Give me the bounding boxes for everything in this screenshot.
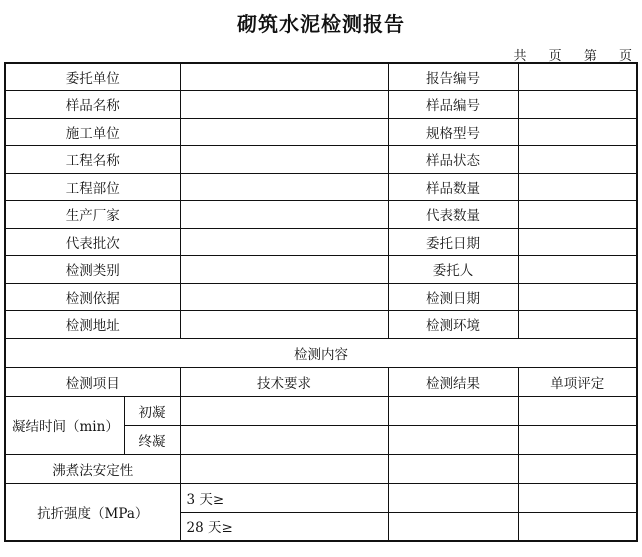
test-row-soundness	[5, 454, 637, 483]
info-row	[5, 256, 637, 284]
info-label: 样品数量	[388, 173, 518, 201]
info-value-cell[interactable]	[518, 146, 637, 174]
info-label: 检测日期	[388, 283, 518, 311]
info-value-cell[interactable]	[518, 201, 637, 229]
test-row-setting-initial	[5, 396, 637, 425]
info-value-cell[interactable]	[180, 311, 388, 339]
info-value-cell[interactable]	[518, 118, 637, 146]
info-value-cell[interactable]	[180, 256, 388, 284]
info-label: 样品编号	[388, 91, 518, 119]
info-value-cell[interactable]	[180, 118, 388, 146]
evaluation-cell[interactable]	[518, 425, 637, 454]
info-row	[5, 118, 637, 146]
info-label: 检测环境	[388, 311, 518, 339]
info-label: 委托日期	[388, 228, 518, 256]
info-label: 检测地址	[5, 311, 180, 339]
info-value-cell[interactable]	[518, 311, 637, 339]
result-cell[interactable]	[388, 425, 518, 454]
column-header-evaluation: 单项评定	[518, 367, 637, 396]
result-cell[interactable]	[388, 512, 518, 541]
info-value-cell[interactable]	[180, 63, 388, 91]
test-row-flexural-3d	[5, 483, 637, 512]
evaluation-cell[interactable]	[518, 483, 637, 512]
info-value-cell[interactable]	[518, 173, 637, 201]
info-label: 代表批次	[5, 228, 180, 256]
report-title: 砌筑水泥检测报告	[237, 12, 405, 36]
info-value-cell[interactable]	[518, 91, 637, 119]
column-header-item: 检测项目	[5, 367, 180, 396]
page-total-label: 共	[513, 49, 529, 64]
info-row	[5, 63, 637, 91]
result-cell[interactable]	[388, 396, 518, 425]
soundness-label: 沸煮法安定性	[5, 454, 180, 483]
requirement-cell[interactable]	[180, 396, 388, 425]
info-label: 工程部位	[5, 173, 180, 201]
column-header-row	[5, 367, 637, 396]
info-row	[5, 146, 637, 174]
info-row	[5, 228, 637, 256]
info-label: 规格型号	[388, 118, 518, 146]
info-value-cell[interactable]	[518, 63, 637, 91]
info-row	[5, 201, 637, 229]
info-label: 工程名称	[5, 146, 180, 174]
info-value-cell[interactable]	[180, 146, 388, 174]
info-value-cell[interactable]	[180, 91, 388, 119]
info-value-cell[interactable]	[180, 173, 388, 201]
final-setting-label: 终凝	[124, 425, 180, 454]
section-header: 检测内容	[5, 338, 637, 367]
page-number-label: 第	[583, 49, 599, 64]
page-unit-label: 页	[548, 49, 564, 64]
info-label: 施工单位	[5, 118, 180, 146]
flexural-3d-requirement: 3 天≥	[180, 483, 388, 512]
info-label: 委托单位	[5, 63, 180, 91]
info-row	[5, 91, 637, 119]
info-label: 代表数量	[388, 201, 518, 229]
setting-time-label: 凝结时间（min）	[5, 396, 124, 454]
result-cell[interactable]	[388, 483, 518, 512]
flexural-28d-requirement: 28 天≥	[180, 512, 388, 541]
evaluation-cell[interactable]	[518, 454, 637, 483]
requirement-cell[interactable]	[180, 425, 388, 454]
info-row	[5, 311, 637, 339]
result-cell[interactable]	[388, 454, 518, 483]
requirement-cell[interactable]	[180, 454, 388, 483]
info-label: 委托人	[388, 256, 518, 284]
info-label: 样品名称	[5, 91, 180, 119]
section-row	[5, 338, 637, 367]
initial-setting-label: 初凝	[124, 396, 180, 425]
info-label: 生产厂家	[5, 201, 180, 229]
flexural-strength-label: 抗折强度（MPa）	[5, 483, 180, 541]
column-header-requirement: 技术要求	[180, 367, 388, 396]
info-value-cell[interactable]	[518, 256, 637, 284]
info-value-cell[interactable]	[180, 201, 388, 229]
info-value-cell[interactable]	[518, 228, 637, 256]
column-header-result: 检测结果	[388, 367, 518, 396]
info-value-cell[interactable]	[180, 283, 388, 311]
info-label: 样品状态	[388, 146, 518, 174]
info-label: 检测依据	[5, 283, 180, 311]
evaluation-cell[interactable]	[518, 396, 637, 425]
page-unit-label-2: 页	[618, 49, 634, 64]
info-row	[5, 283, 637, 311]
info-label: 报告编号	[388, 63, 518, 91]
report-table	[4, 62, 638, 542]
info-value-cell[interactable]	[518, 283, 637, 311]
info-label: 检测类别	[5, 256, 180, 284]
info-row	[5, 173, 637, 201]
evaluation-cell[interactable]	[518, 512, 637, 541]
info-value-cell[interactable]	[180, 228, 388, 256]
